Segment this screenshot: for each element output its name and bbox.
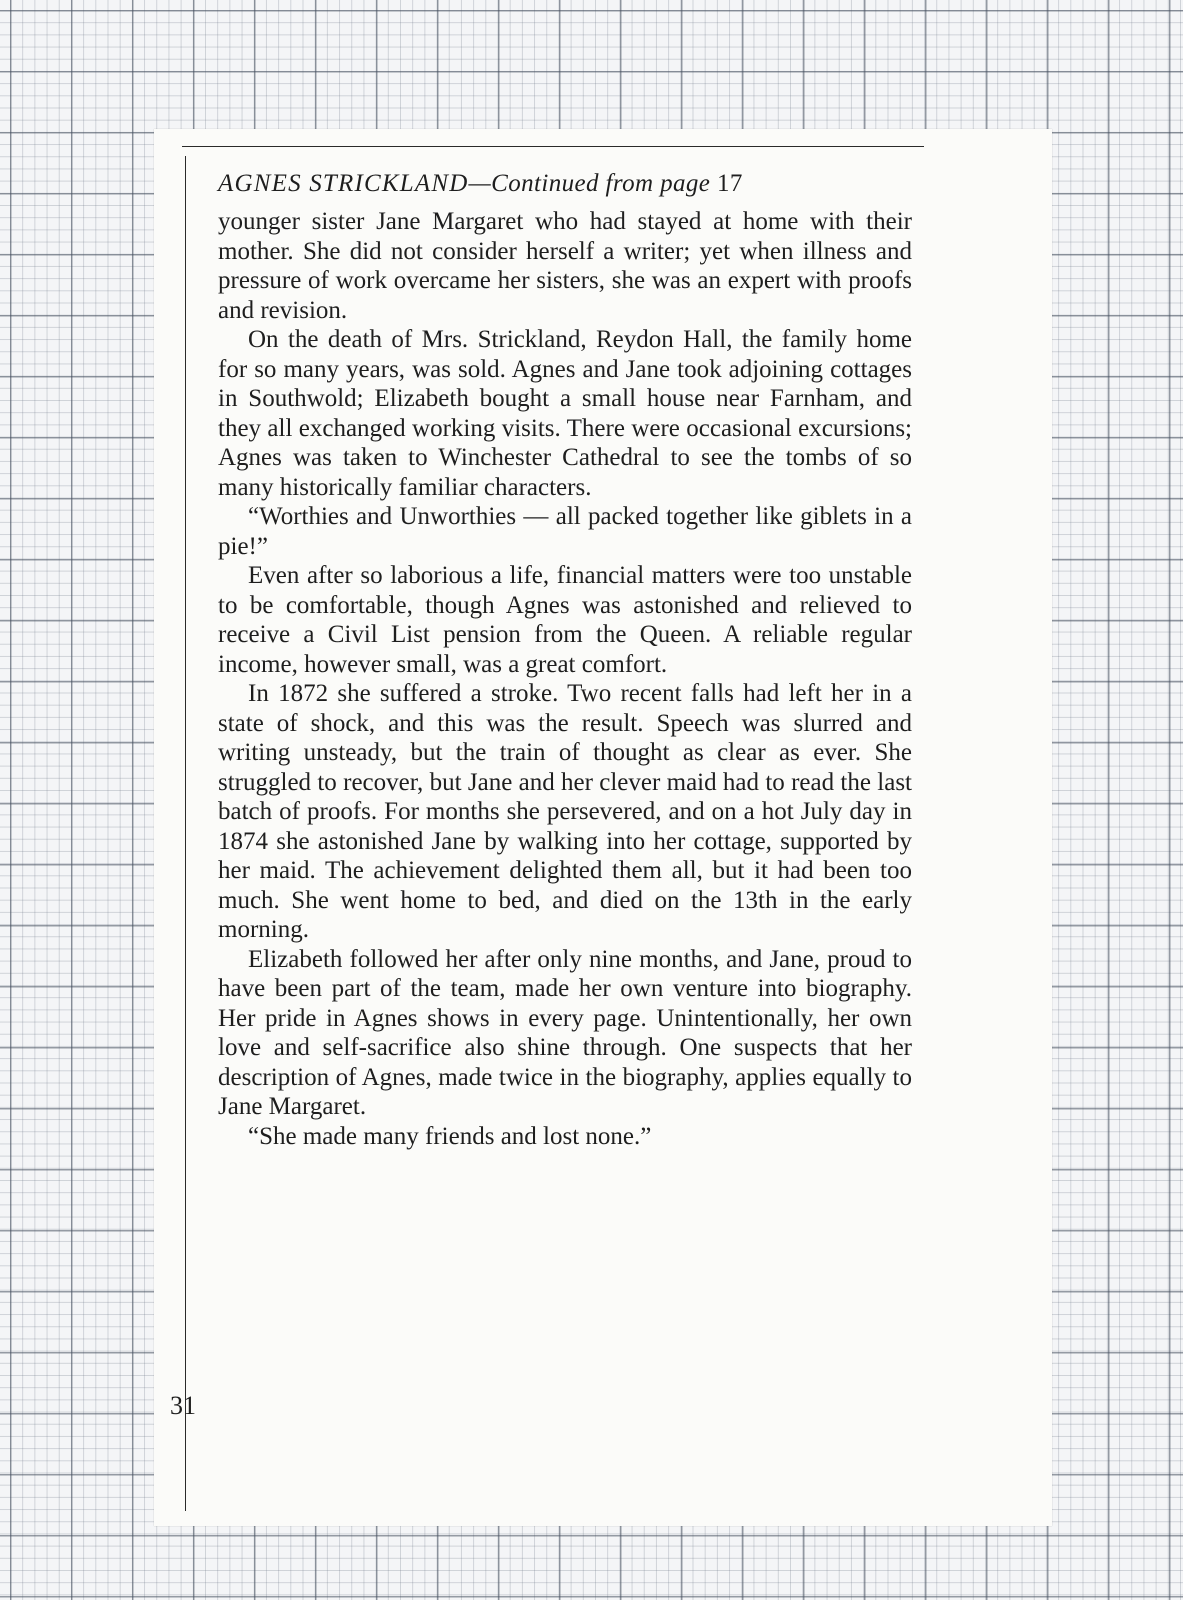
headline-page-ref: 17	[716, 170, 743, 197]
paragraph-4: In 1872 she suffered a stroke. Two recent falls had left her in a state of shock, and this was the result. Speech was slurred and writing unsteady, but the train of thought as clear as ever. She struggled to recover, but Jane and her clever maid had to read the last batch of proofs. For months she persevered, and on a hot July day in 1874 she astonished Jane by walking into her cottage, supported by her maid. The achievement delighted them all, but it had been too much. She went home to bed, and died on the 13th in the early morning.	[218, 680, 912, 943]
closing-quote: “She made many friends and lost none.”	[248, 1122, 652, 1150]
magazine-clipping	[154, 129, 1052, 1526]
article-headline	[218, 167, 912, 201]
paragraph-1: younger sister Jane Margaret who had stayed at home with their mother. She did not consider herself a writer; yet when illness and pressure of work overcame her sisters, she was an expert with proofs and revision.	[218, 208, 912, 324]
headline-dash: —	[468, 170, 492, 197]
headline-title: AGNES STRICKLAND	[218, 170, 469, 197]
top-rule	[182, 146, 924, 147]
headline-continued: Continued from page	[491, 170, 711, 197]
side-rule	[185, 156, 186, 1511]
paragraph-5: Elizabeth followed her after only nine months, and Jane, proud to have been part of the team, made her own venture into biography. Her pride in Agnes shows in every page. Unintentionally, her own love and self-sacrifice also shine through. One suspects that her description of Agnes, made twice in the biography, applies equally to Jane Margaret.	[218, 945, 912, 1120]
article	[218, 167, 912, 1151]
paragraph-3: Even after so laborious a life, financial matters were too unstable to be comfortable, though Agnes was astonished and relieved to receive a Civil List pension from the Queen. A reliable regular income, however small, was a great comfort.	[218, 562, 912, 678]
page-number: 31	[170, 1391, 196, 1420]
paragraph-2: On the death of Mrs. Strickland, Reydon Hall, the family home for so many years, was sold. Agnes and Jane took adjoining cottages in Southwold; Elizabeth bought a small house near Farnham, and they all exchanged working visits. There were occasional excursions; Agnes was taken to Winchester Cathedral to see the tombs of so many historically familiar characters.	[218, 326, 912, 501]
quote-worthies: “Worthies and Unworthies — all packed together like giblets in a pie!”	[218, 503, 912, 560]
